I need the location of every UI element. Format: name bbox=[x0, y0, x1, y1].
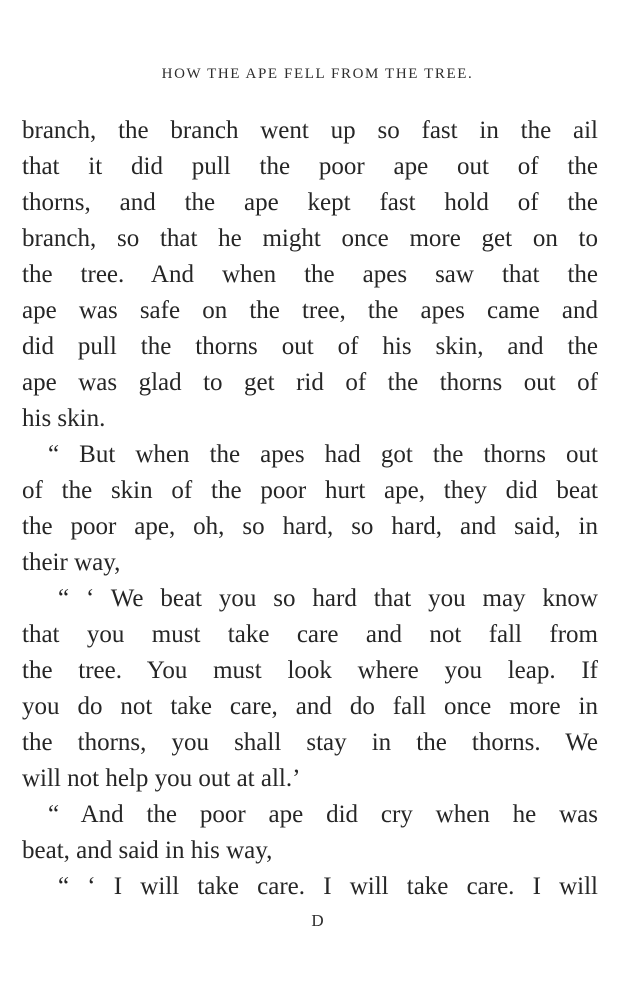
text-line: thorns, and the ape kept fast hold of the bbox=[22, 189, 598, 216]
text-line: the poor ape, oh, so hard, so hard, and said, in bbox=[22, 513, 598, 540]
text-line: “ And the poor ape did cry when he was bbox=[48, 801, 598, 828]
text-line: beat, and said in his way, bbox=[22, 837, 273, 864]
text-line: their way, bbox=[22, 549, 121, 576]
text-line: ape was glad to get rid of the thorns out of bbox=[22, 369, 598, 396]
text-line: that it did pull the poor ape out of the bbox=[22, 153, 598, 180]
text-line: the thorns, you shall stay in the thorns. We bbox=[22, 729, 598, 756]
text-line: “ ‘ We beat you so hard that you may know bbox=[58, 585, 598, 612]
text-line: branch, so that he might once more get on to bbox=[22, 225, 598, 252]
text-line: of the skin of the poor hurt ape, they did beat bbox=[22, 477, 598, 504]
text-line: will not help you out at all.’ bbox=[22, 765, 301, 792]
text-line: the tree. And when the apes saw that the bbox=[22, 261, 598, 288]
text-line: his skin. bbox=[22, 405, 106, 432]
text-line: the tree. You must look where you leap. If bbox=[22, 657, 598, 684]
running-head: HOW THE APE FELL FROM THE TREE. bbox=[161, 66, 474, 82]
text-line: “ ‘ I will take care. I will take care. I will bbox=[58, 873, 598, 900]
text-line: that you must take care and not fall from bbox=[22, 621, 598, 648]
text-line: you do not take care, and do fall once more in bbox=[22, 693, 598, 720]
text-line: “ But when the apes had got the thorns out bbox=[48, 441, 598, 468]
text-line: branch, the branch went up so fast in the ail bbox=[22, 117, 598, 144]
signature-mark: D bbox=[311, 911, 324, 930]
text-line: did pull the thorns out of his skin, and the bbox=[22, 333, 598, 360]
text-line: ape was safe on the tree, the apes came and bbox=[22, 297, 598, 324]
